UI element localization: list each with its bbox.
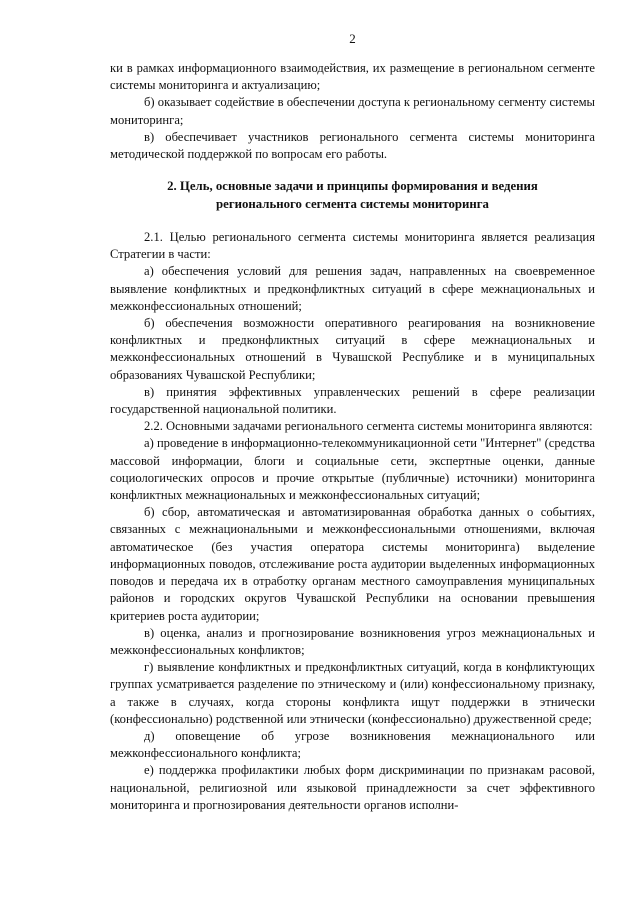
- section-heading-line: 2. Цель, основные задачи и принципы формирования и ведения: [167, 179, 538, 194]
- paragraph: б) обеспечения возможности оперативного реагирования на возникновение конфликтных и предконфликтных ситуаций в сфере межнациональных и межконфессиональных отношений в Чувашской Республике и в муниципальных образованиях Чувашской Республики;: [110, 316, 595, 382]
- paragraph: г) выявление конфликтных и предконфликтных ситуаций, когда в конфликтующих группах усматривается разделение по этническому и (или) конфессиональному признаку, а также в случаях, когда стороны конфликта ищут поддержки в этнически (конфессионально) родственной или этнически (конфессионально) дружественной среде;: [110, 660, 595, 726]
- paragraph: в) принятия эффективных управленческих решений в сфере реализации государственной национальной политики.: [110, 384, 595, 417]
- paragraph: 2.2. Основными задачами регионального сегмента системы мониторинга являются:: [144, 419, 593, 434]
- paragraph: ки в рамках информационного взаимодействия, их размещение в региональном сегменте системы мониторинга и актуализацию;: [110, 61, 595, 93]
- document-page: [110, 30, 595, 814]
- section-heading: [110, 178, 595, 213]
- paragraph: а) проведение в информационно-телекоммуникационной сети "Интернет" (средства массовой информации, блоги и социальные сети, экспертные оценки, данные социологических опросов и прочие открытые (публичные) источники) мониторинга конфликтных межнациональных и межконфессиональных ситуаций;: [110, 436, 595, 503]
- intro-section: [110, 60, 595, 163]
- section-body: [110, 229, 595, 814]
- page-number: 2: [349, 31, 356, 46]
- paragraph: б) оказывает содействие в обеспечении доступа к региональному сегменту системы мониторинга;: [110, 95, 595, 127]
- paragraph: д) оповещение об угрозе возникновения межнационального или межконфессионального конфликта;: [110, 728, 595, 761]
- section-heading-line: регионального сегмента системы мониторинга: [216, 196, 489, 211]
- paragraph: в) оценка, анализ и прогнозирование возникновения угроз межнациональных и межконфессиональных конфликтов;: [110, 625, 595, 657]
- paragraph: е) поддержка профилактики любых форм дискриминации по признакам расовой, национальной, религиозной или языковой принадлежности за счет эффективного мониторинга и прогнозирования деятельности органов исполни-: [110, 763, 595, 812]
- paragraph: 2.1. Целью регионального сегмента системы мониторинга является реализация Стратегии в части:: [110, 230, 595, 262]
- paragraph: а) обеспечения условий для решения задач, направленных на своевременное выявление конфликтных и предконфликтных ситуаций в сфере межнациональных и межконфессиональных отношений;: [110, 264, 595, 313]
- paragraph: б) сбор, автоматическая и автоматизированная обработка данных о событиях, связанных с межнациональными и межконфессиональными отношениями, включая автоматическое (без участия оператора системы мониторинга) выделение информационных поводов, отслеживание роста аудитории выделенных информационных поводов и передача их в отработку органам местного самоуправления муниципальных районов и городских округов Чувашской Республики на основании превышения критериев роста аудитории;: [110, 505, 595, 623]
- paragraph: в) обеспечивает участников регионального сегмента системы мониторинга методической поддержкой по вопросам его работы.: [110, 129, 595, 162]
